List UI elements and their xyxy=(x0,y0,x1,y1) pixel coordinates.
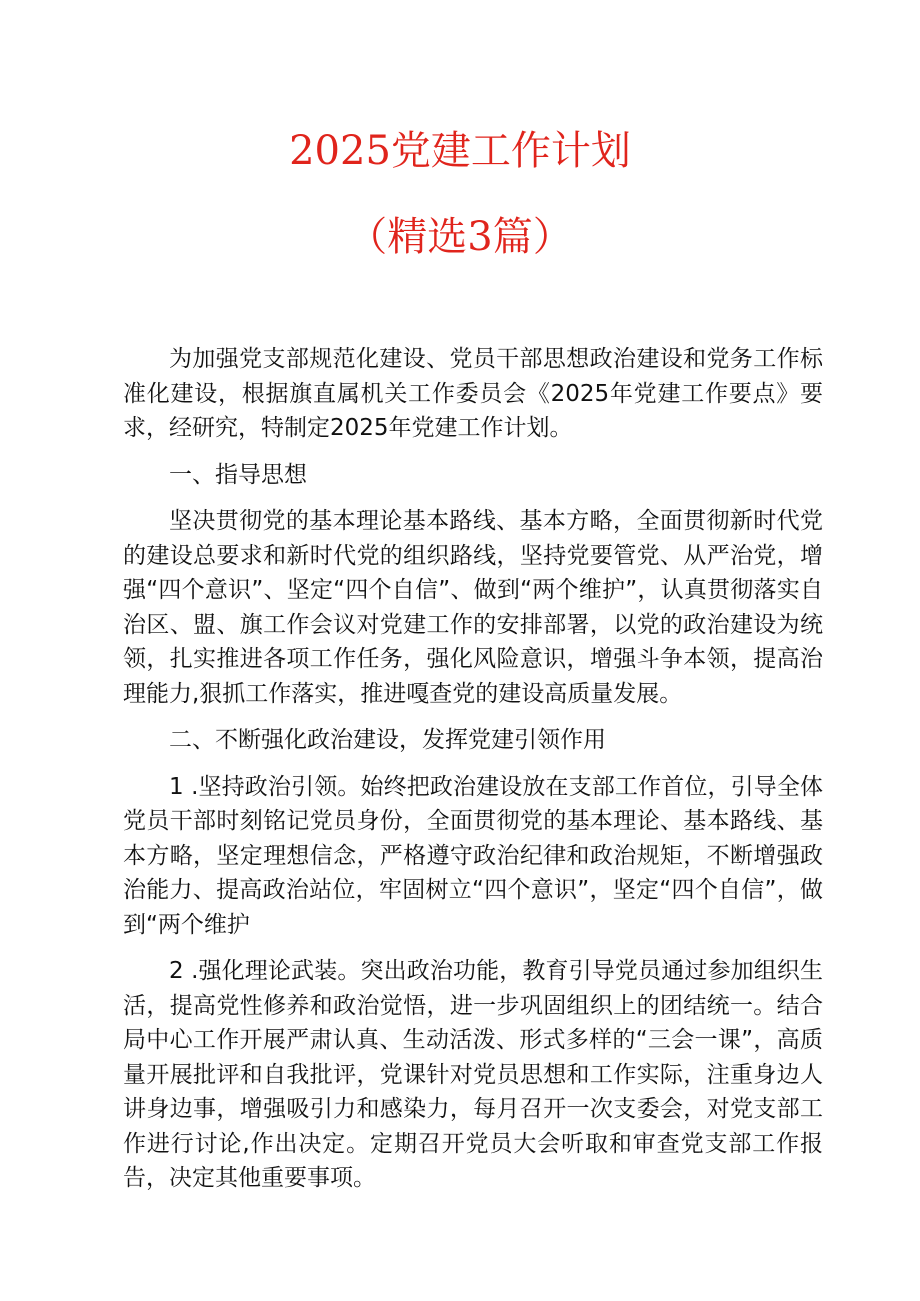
intro-paragraph: 为加强党支部规范化建设、党员干部思想政治建设和党务工作标准化建设，根据旗直属机关工作委员会《2025年党建工作要点》要求，经研究，特制定2025年党建工作计划。 xyxy=(123,346,823,441)
guiding-thought-paragraph: 坚决贯彻党的基本理论基本路线、基本方略，全面贯彻新时代党的建设总要求和新时代党的组织路线，坚持党要管党、从严治党，增强“四个意识”、坚定“四个自信”、做到“两个维护”，认真贯彻落实自治区、盟、旗工作会议对党建工作的安排部署，以党的政治建设为统领，扎实推进各项工作任务，强化风险意识，增强斗争本领，提高治理能力,狠抓工作落实，推进嘎查党的建设高质量发展。 xyxy=(123,508,823,707)
section-heading-political-construction: 二、不断强化政治建设，发挥党建引领作用 xyxy=(169,727,606,753)
document-title: 2025党建工作计划 xyxy=(289,128,631,174)
document-body xyxy=(123,342,823,1208)
item-theory-armament: 2 .强化理论武装。突出政治功能，教育引导党员通过参加组织生活，提高党性修养和政治觉悟，进一步巩固组织上的团结统一。结合局中心工作开展严肃认真、生动活泼、形式多样的“三会一课”，高质量开展批评和自我批评，党课针对党员思想和工作实际，注重身边人讲身边事，增强吸引力和感染力，每月召开一次支委会，对党支部工作进行讨论,作出决定。定期召开党员大会听取和审查党支部工作报告，决定其他重要事项。 xyxy=(123,958,823,1191)
document-subtitle: （精选3篇） xyxy=(347,214,573,260)
item-political-guidance: 1 .坚持政治引领。始终把政治建设放在支部工作首位，引导全体党员干部时刻铭记党员身份，全面贯彻党的基本理论、基本路线、基本方略，坚定理想信念，严格遵守政治纪律和政治规矩，不断增强政治能力、提高政治站位，牢固树立“四个意识”，坚定“四个自信”，做到“两个维护 xyxy=(123,773,823,938)
section-heading-guiding-thought: 一、指导思想 xyxy=(169,461,307,488)
